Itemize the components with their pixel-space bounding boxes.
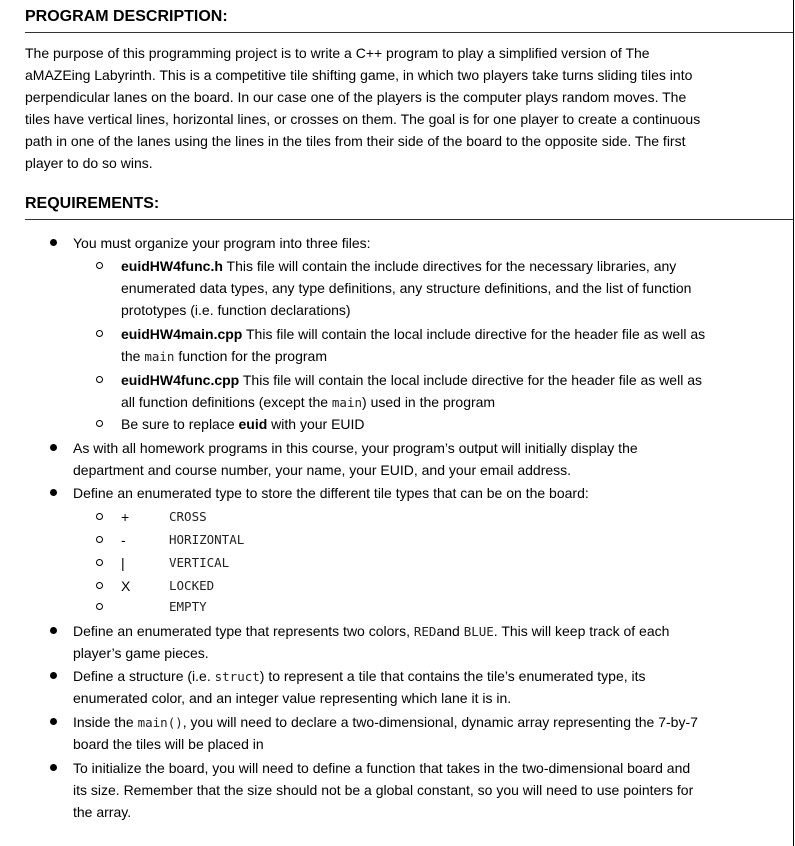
description-line: path in one of the lanes using the lines in the tiles from their side of the board to the opposite side. The first: [25, 133, 686, 149]
sub-bullet-icon: [96, 582, 103, 589]
file-name: euidHW4func.h: [121, 258, 223, 274]
description-line: tiles have vertical lines, horizontal lines, or crosses on them. The goal is for one player to create a continuous: [25, 111, 701, 127]
code-main: main: [331, 395, 363, 410]
code-red: RED: [413, 624, 437, 639]
sub-bullet-icon: [96, 603, 103, 610]
req-init-board: To initialize the board, you will need to define a function that takes in the two-dimensional board and: [73, 760, 691, 776]
code-blue: BLUE: [463, 624, 494, 639]
heading-divider: [25, 32, 793, 33]
file-func-desc-cont: all function definitions (except the main) used in the program: [121, 394, 496, 410]
file-main-desc-cont: the main function for the program: [121, 348, 327, 364]
description-line: The purpose of this programming project is to write a C++ program to play a simplified version of The: [25, 45, 650, 61]
req-init-board-cont: the array.: [73, 804, 132, 820]
requirements-heading: REQUIREMENTS:: [25, 195, 160, 212]
req-tile-struct: Define a structure (i.e. struct) to represent a tile that contains the tile’s enumerated type, its: [73, 668, 646, 684]
bullet-icon: [50, 718, 57, 725]
tile-symbol: X: [121, 578, 131, 594]
tile-name: EMPTY: [169, 599, 207, 614]
bullet-icon: [50, 764, 57, 771]
description-line: player to do so wins.: [25, 155, 153, 171]
file-name: euidHW4func.cpp: [121, 372, 240, 388]
code-struct: struct: [214, 669, 260, 684]
tile-name: HORIZONTAL: [169, 532, 245, 547]
heading-divider: [25, 219, 793, 220]
req-color-enum: Define an enumerated type that represents two colors, REDand BLUE. This will keep track of each: [73, 623, 670, 639]
replace-euid-note: Be sure to replace euid with your EUID: [121, 416, 365, 432]
req-dynamic-array-cont: board the tiles will be placed in: [73, 736, 264, 752]
page-border: [793, 0, 794, 846]
tile-name: LOCKED: [169, 578, 215, 593]
code-main-call: main(): [137, 715, 183, 730]
description-line: aMAZEing Labyrinth. This is a competitive tile shifting game, in which two players take turns sliding tiles into: [25, 67, 693, 83]
description-line: perpendicular lanes on the board. In our case one of the players is the computer plays random moves. The: [25, 89, 687, 105]
tile-symbol: +: [121, 509, 130, 525]
req-dynamic-array: Inside the main(), you will need to declare a two-dimensional, dynamic array representing the 7-by-7: [73, 714, 698, 730]
bullet-icon: [50, 444, 57, 451]
file-main-desc: euidHW4main.cpp This file will contain the local include directive for the header file as well as: [121, 326, 706, 342]
bullet-icon: [50, 239, 57, 246]
tile-name: VERTICAL: [169, 555, 230, 570]
tile-symbol: -: [121, 532, 126, 548]
bullet-icon: [50, 627, 57, 634]
sub-bullet-icon: [96, 262, 103, 269]
req-init-board-cont: its size. Remember that the size should not be a global constant, so you will need to use pointers for: [73, 782, 694, 798]
sub-bullet-icon: [96, 559, 103, 566]
file-name: euidHW4main.cpp: [121, 326, 243, 342]
req-output-display: As with all homework programs in this course, your program’s output will initially display the: [73, 440, 638, 456]
sub-bullet-icon: [96, 513, 103, 520]
file-header-desc-cont: enumerated data types, any type definitions, any structure definitions, and the list of function: [121, 280, 692, 296]
bullet-icon: [50, 489, 57, 496]
tile-name: CROSS: [169, 509, 207, 524]
req-organize-files: You must organize your program into three files:: [73, 235, 371, 251]
tile-symbol: |: [121, 555, 125, 571]
sub-bullet-icon: [96, 420, 103, 427]
req-tile-struct-cont: enumerated color, and an integer value representing which lane it is in.: [73, 690, 512, 706]
bullet-icon: [50, 672, 57, 679]
req-color-enum-cont: player’s game pieces.: [73, 645, 209, 661]
req-tile-enum: Define an enumerated type to store the different tile types that can be on the board:: [73, 485, 589, 501]
sub-bullet-icon: [96, 536, 103, 543]
code-main: main: [144, 349, 175, 364]
sub-bullet-icon: [96, 376, 103, 383]
req-output-display-cont: department and course number, your name, your EUID, and your email address.: [73, 462, 572, 478]
sub-bullet-icon: [96, 330, 103, 337]
description-paragraph: [25, 42, 773, 174]
program-description-heading: PROGRAM DESCRIPTION:: [25, 8, 228, 25]
file-header-desc: euidHW4func.h This file will contain the include directives for the necessary libraries, any: [121, 258, 677, 274]
file-header-desc-cont: prototypes (i.e. function declarations): [121, 302, 351, 318]
file-func-desc: euidHW4func.cpp This file will contain the local include directive for the header file as well as: [121, 372, 702, 388]
